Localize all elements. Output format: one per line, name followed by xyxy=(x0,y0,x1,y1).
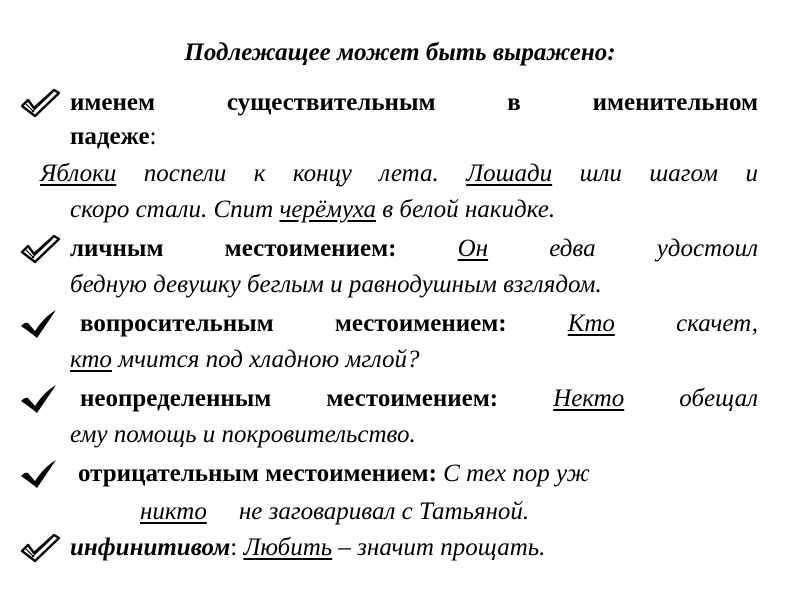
subject-word: Лошади xyxy=(466,160,553,187)
item-4-line-1 xyxy=(70,382,758,416)
check-outline-icon xyxy=(18,531,62,565)
subject-word: черёмуха xyxy=(279,196,377,223)
check-solid-icon xyxy=(18,307,62,341)
item-4-label: неопределенным xyxy=(80,385,272,412)
check-outline-icon xyxy=(18,232,62,266)
item-1-line-2 xyxy=(70,120,758,154)
item-1-label-end: падеже xyxy=(70,123,150,150)
example-text: не заговаривал с Татьяной. xyxy=(238,498,530,525)
item-1-line-1 xyxy=(70,86,758,120)
subject-word: кто xyxy=(70,346,112,373)
subject-word: Любить xyxy=(243,534,333,561)
example-text: обещал xyxy=(679,385,759,412)
check-solid-icon xyxy=(18,382,62,416)
subject-word: Кто xyxy=(567,310,615,337)
example-text: скачет, xyxy=(676,310,759,337)
item-5-line-1 xyxy=(70,457,758,491)
item-1-word: именем xyxy=(70,89,156,116)
item-1-example-line-2 xyxy=(70,193,758,227)
item-2-label: личным xyxy=(70,235,164,262)
item-3-label: вопросительным xyxy=(80,310,274,337)
colon: : xyxy=(230,534,244,561)
item-3-label: местоимением: xyxy=(334,310,507,337)
item-5-line-2 xyxy=(70,495,758,529)
example-text: едва xyxy=(549,235,596,262)
example-text: – значит прощать. xyxy=(332,534,546,561)
check-solid-icon xyxy=(18,457,62,491)
subject-word: Некто xyxy=(553,385,625,412)
colon: : xyxy=(149,123,157,150)
example-text: поспели к концу лета. xyxy=(116,160,467,187)
item-4-line-2: ему помощь и покровительство. xyxy=(70,421,416,448)
item-4-label: местоимением: xyxy=(326,385,499,412)
subject-word: никто xyxy=(140,498,207,525)
item-6-label: инфинитивом xyxy=(70,534,231,561)
slide-title: Подлежащее может быть выражено: xyxy=(184,39,616,66)
item-2-label: местоимением: xyxy=(224,235,397,262)
item-2-line-1 xyxy=(70,232,758,266)
example-text: С тех пор уж xyxy=(436,460,590,487)
item-3-line-1 xyxy=(70,307,758,341)
item-2-line-2: бедную девушку беглым и равнодушным взглядом. xyxy=(70,271,602,298)
item-5-label: отрицательным местоимением: xyxy=(78,460,437,487)
check-outline-icon xyxy=(18,86,62,120)
subject-word: Яблоки xyxy=(40,160,117,187)
example-text: в белой накидке. xyxy=(376,196,556,223)
example-text: шли шагом и xyxy=(552,160,758,187)
item-1-word: существительным xyxy=(226,89,436,116)
item-1-example-line-1 xyxy=(40,157,758,191)
item-6-line-1 xyxy=(70,531,758,565)
item-1-word: в xyxy=(507,89,521,116)
item-1-word: именительном xyxy=(592,89,759,116)
example-text: скоро стали. Спит xyxy=(70,196,280,223)
example-text: удостоил xyxy=(656,235,759,262)
item-3-line-2 xyxy=(70,343,758,377)
example-text: мчится под хладною мглой? xyxy=(111,346,420,373)
subject-word: Он xyxy=(457,235,489,262)
